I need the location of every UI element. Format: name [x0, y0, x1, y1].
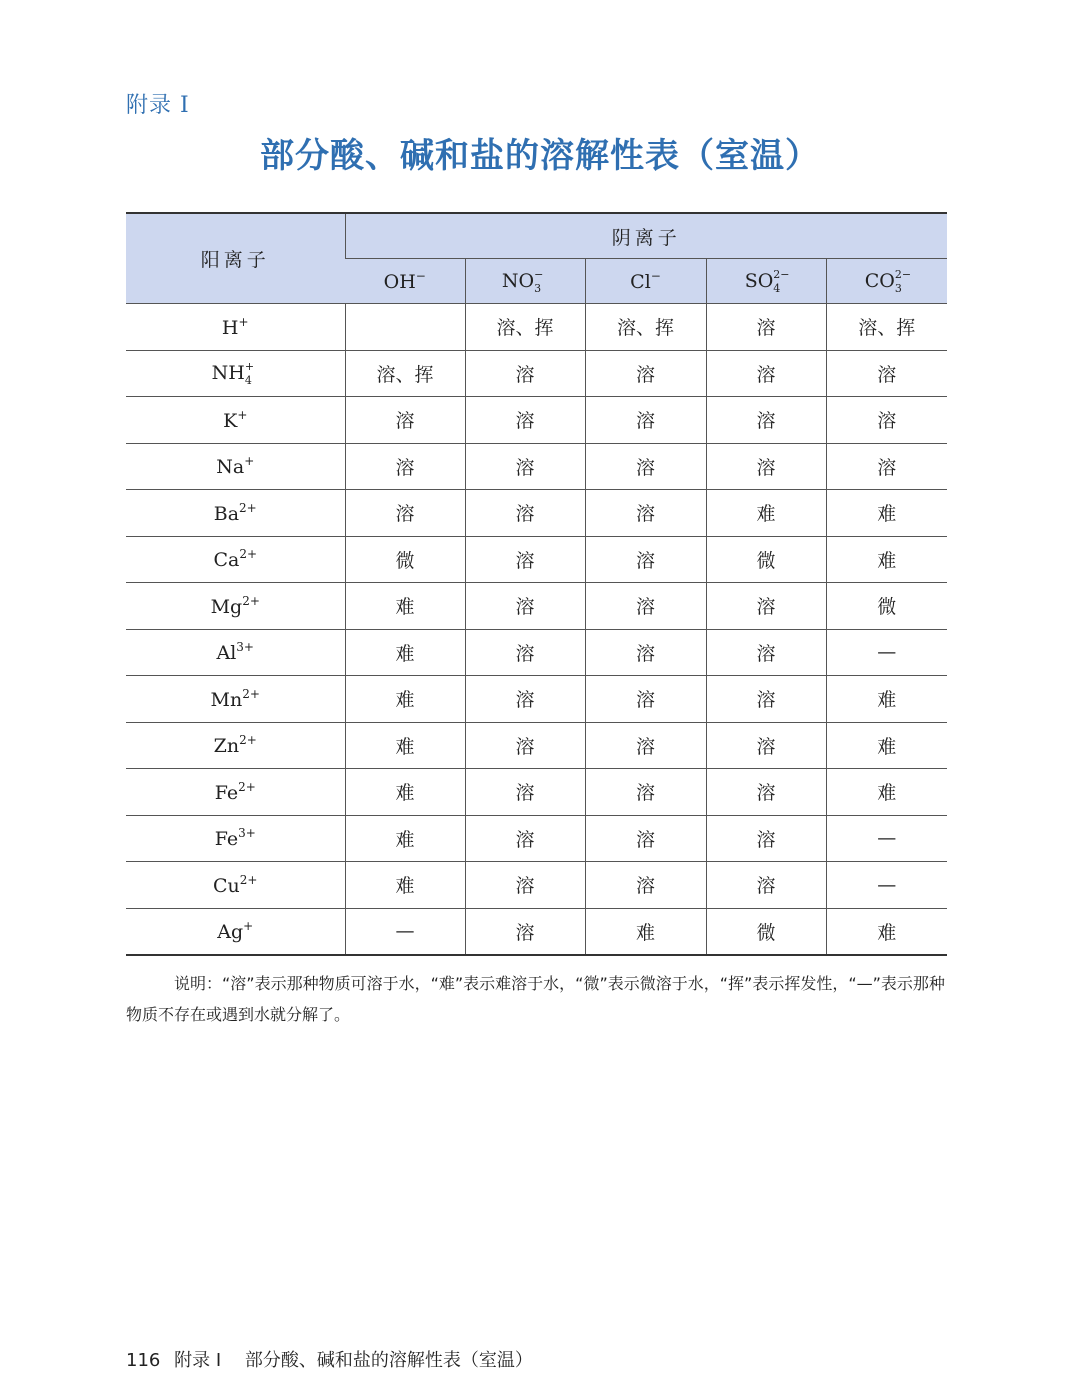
page-number: 116 [126, 1350, 161, 1371]
solubility-cell: 溶 [465, 629, 585, 676]
footer-section: 附录 I [174, 1350, 222, 1371]
solubility-cell: 溶 [585, 676, 706, 723]
solubility-cell: 溶 [585, 769, 706, 816]
page-title: 部分酸、碱和盐的溶解性表（室温） [260, 136, 820, 176]
solubility-cell: 微 [706, 536, 826, 583]
cation-charge: 3+ [238, 826, 256, 841]
cation-subscript: 4 [244, 374, 252, 388]
solubility-cell: 微 [826, 583, 947, 630]
solubility-cell: 难 [345, 722, 465, 769]
cation-charge: 2+ [239, 872, 258, 887]
solubility-cell: 难 [345, 629, 465, 676]
solubility-cell: 难 [826, 722, 947, 769]
cation-symbol: Fe [214, 828, 239, 851]
solubility-cell: 溶 [465, 722, 585, 769]
cation-symbol: Na [216, 456, 245, 479]
solubility-cell: 难 [585, 908, 706, 955]
table-row [126, 490, 947, 537]
cation-cell [126, 908, 345, 955]
solubility-cell: 溶 [465, 443, 585, 490]
cation-column-header: 阳离子 [126, 213, 345, 304]
cation-charge: 2+ [239, 500, 257, 515]
solubility-cell: 溶、挥 [345, 350, 465, 397]
cation-cell [126, 769, 345, 816]
solubility-cell: 溶 [706, 862, 826, 909]
cation-symbol: H [221, 316, 239, 339]
anion-subscript: 4 [773, 282, 781, 295]
solubility-cell: 溶、挥 [465, 304, 585, 351]
solubility-cell: 溶 [585, 490, 706, 537]
solubility-cell: — [826, 862, 947, 909]
anion-header-3 [706, 259, 826, 304]
appendix-label: 附录 I [126, 93, 190, 118]
table-row [126, 350, 947, 397]
solubility-cell: 溶 [706, 722, 826, 769]
table-row [126, 908, 947, 955]
table-row [126, 583, 947, 630]
solubility-cell: — [345, 908, 465, 955]
cation-symbol: Ba [213, 502, 240, 525]
solubility-cell: 溶 [585, 629, 706, 676]
solubility-cell: 溶 [585, 350, 706, 397]
solubility-cell: 难 [826, 536, 947, 583]
anion-charge: − [415, 269, 426, 283]
anion-symbol: CO [864, 270, 895, 292]
solubility-cell: 溶 [465, 676, 585, 723]
table-row [126, 629, 947, 676]
table-row [126, 676, 947, 723]
solubility-table-container [126, 212, 947, 956]
cation-cell [126, 583, 345, 630]
solubility-cell: 溶 [706, 769, 826, 816]
cation-cell [126, 397, 345, 444]
cation-symbol: Mg [210, 595, 243, 618]
cation-cell [126, 676, 345, 723]
cation-symbol: Cu [213, 874, 240, 897]
table-row [126, 862, 947, 909]
table-header [126, 213, 947, 304]
solubility-table [126, 212, 947, 956]
anion-symbol: SO [744, 270, 774, 292]
cation-cell [126, 490, 345, 537]
table-row [126, 769, 947, 816]
cation-charge: + [244, 454, 255, 469]
solubility-cell: 溶 [465, 490, 585, 537]
cation-charge: 2+ [242, 686, 260, 701]
solubility-cell: 溶 [465, 397, 585, 444]
explanation-note: 说明：“溶”表示那种物质可溶于水，“难”表示难溶于水，“微”表示微溶于水，“挥”表示挥发性，“—”表示那种物质不存在或遇到水就分解了。 [126, 974, 945, 1024]
solubility-cell: 溶 [826, 443, 947, 490]
solubility-cell: 难 [826, 769, 947, 816]
table-row [126, 443, 947, 490]
anion-charge: 2− [894, 268, 912, 281]
solubility-cell: 溶 [706, 443, 826, 490]
cation-charge-index [244, 360, 259, 388]
cation-cell [126, 862, 345, 909]
table-row [126, 815, 947, 862]
solubility-cell: 难 [826, 676, 947, 723]
solubility-cell: 溶 [706, 583, 826, 630]
table-row [126, 722, 947, 769]
cation-cell [126, 443, 345, 490]
cation-cell [126, 536, 345, 583]
solubility-cell: 溶 [706, 397, 826, 444]
solubility-cell: 难 [826, 490, 947, 537]
anion-charge-index [894, 268, 912, 295]
solubility-cell: 溶 [465, 862, 585, 909]
cation-cell [126, 304, 345, 351]
solubility-cell: 难 [345, 769, 465, 816]
solubility-cell: 溶 [345, 443, 465, 490]
solubility-cell: — [826, 815, 947, 862]
anion-header-1 [465, 259, 585, 304]
solubility-cell: 溶 [345, 397, 465, 444]
solubility-cell: 溶、挥 [826, 304, 947, 351]
solubility-cell: 难 [345, 676, 465, 723]
cation-charge: + [243, 919, 254, 934]
table-row [126, 536, 947, 583]
cation-charge: 2+ [242, 593, 260, 608]
anion-symbol: Cl [630, 271, 651, 293]
cation-charge: 2+ [239, 733, 257, 748]
solubility-cell: 难 [345, 583, 465, 630]
solubility-cell [345, 304, 465, 351]
table-body [126, 304, 947, 956]
solubility-cell: 溶 [465, 536, 585, 583]
solubility-cell: 溶 [465, 769, 585, 816]
anion-charge-index [534, 268, 548, 295]
anion-group-header: 阴离子 [345, 213, 947, 259]
solubility-cell: 溶 [826, 350, 947, 397]
cation-cell [126, 350, 345, 397]
cation-cell [126, 815, 345, 862]
solubility-cell: 溶 [465, 350, 585, 397]
cation-symbol: Ca [213, 549, 240, 572]
solubility-cell: 难 [826, 908, 947, 955]
cation-charge: + [244, 360, 255, 374]
anion-subscript: 3 [894, 282, 902, 295]
cation-charge: 3+ [236, 640, 254, 655]
cation-symbol: Fe [214, 781, 239, 804]
solubility-cell: 溶 [465, 815, 585, 862]
solubility-cell: 溶、挥 [585, 304, 706, 351]
anion-header-4 [826, 259, 947, 304]
cation-charge: + [237, 407, 248, 422]
solubility-cell: 溶 [585, 536, 706, 583]
solubility-cell: 溶 [585, 815, 706, 862]
solubility-cell: 溶 [706, 350, 826, 397]
cation-symbol: Zn [213, 735, 240, 758]
cation-symbol: Ag [217, 921, 244, 944]
solubility-cell: 溶 [706, 629, 826, 676]
solubility-cell: 溶 [585, 583, 706, 630]
cation-symbol: K [223, 409, 238, 432]
solubility-cell: 难 [706, 490, 826, 537]
anion-header-2 [585, 259, 706, 304]
cation-cell [126, 629, 345, 676]
anion-subscript: 3 [534, 282, 542, 295]
solubility-cell: 溶 [465, 583, 585, 630]
table-row [126, 397, 947, 444]
anion-header-0 [345, 259, 465, 304]
solubility-cell: — [826, 629, 947, 676]
anion-symbol: NO [501, 270, 535, 292]
footer-title: 部分酸、碱和盐的溶解性表（室温） [244, 1350, 533, 1371]
anion-charge: 2− [773, 268, 790, 281]
cation-charge: + [238, 314, 249, 329]
cation-symbol: NH [211, 362, 245, 385]
table-row [126, 304, 947, 351]
cation-symbol: Mn [210, 688, 243, 711]
solubility-cell: 溶 [826, 397, 947, 444]
cation-symbol: Al [216, 642, 237, 665]
cation-charge: 2+ [238, 779, 256, 794]
solubility-cell: 难 [345, 815, 465, 862]
solubility-cell: 溶 [345, 490, 465, 537]
solubility-cell: 溶 [706, 815, 826, 862]
anion-symbol: OH [383, 271, 416, 293]
solubility-cell: 溶 [585, 862, 706, 909]
solubility-cell: 溶 [706, 676, 826, 723]
solubility-cell: 微 [345, 536, 465, 583]
solubility-cell: 难 [345, 862, 465, 909]
solubility-cell: 溶 [706, 304, 826, 351]
cation-charge: 2+ [239, 547, 258, 562]
solubility-cell: 溶 [465, 908, 585, 955]
solubility-cell: 溶 [585, 397, 706, 444]
page-footer [126, 1346, 533, 1372]
anion-charge: − [650, 269, 661, 283]
solubility-cell: 溶 [585, 722, 706, 769]
solubility-cell: 微 [706, 908, 826, 955]
anion-charge-index [773, 268, 790, 295]
anion-charge: − [534, 268, 544, 281]
cation-cell [126, 722, 345, 769]
solubility-cell: 溶 [585, 443, 706, 490]
